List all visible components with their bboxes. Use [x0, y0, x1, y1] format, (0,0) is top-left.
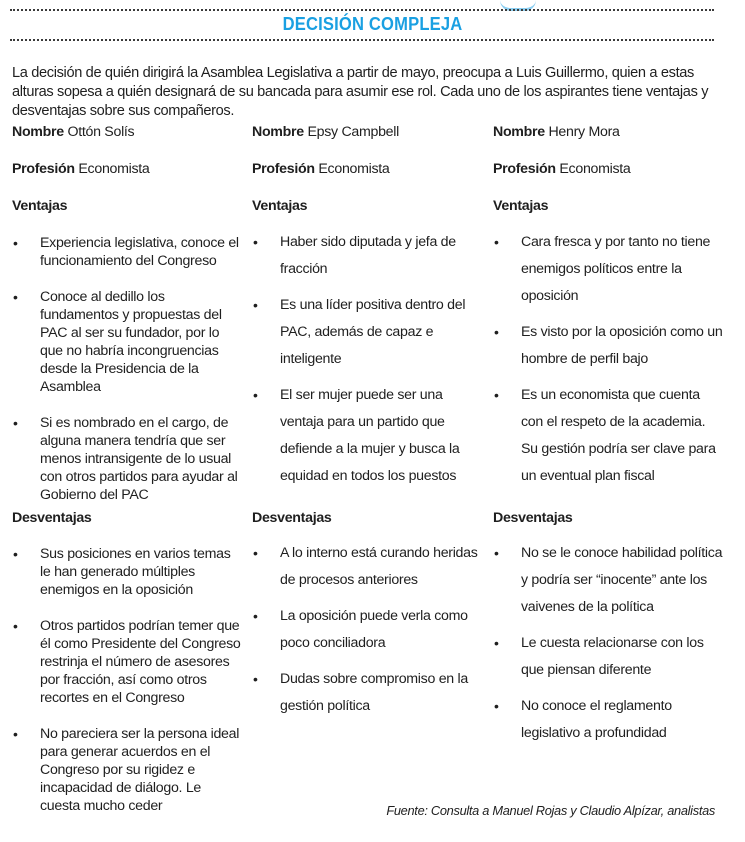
- bullet-icon: •: [253, 671, 258, 687]
- disadvantages-list: [493, 540, 725, 756]
- list-item-text: El ser mujer puede ser una ventaja para un partido que defiende a la mujer y busca la equidad en todos los puestos: [280, 387, 460, 484]
- list-item: [493, 693, 725, 747]
- bullet-icon: •: [253, 608, 258, 624]
- name-field: [252, 124, 399, 140]
- list-item: [493, 630, 725, 684]
- list-item-text: Le cuesta relacionarse con los que piensan diferente: [521, 635, 704, 678]
- profession-field: [252, 161, 390, 177]
- list-item: [493, 319, 725, 373]
- list-item: [12, 234, 244, 270]
- list-item-text: Es una líder positiva dentro del PAC, además de capaz e inteligente: [280, 297, 466, 367]
- list-item-text: Otros partidos podrían temer que él como Presidente del Congreso restrinja el número de asesores por fracción, así como otros recortes en el Congreso: [40, 618, 241, 706]
- bottom-dotted-rule: [10, 39, 714, 41]
- bullet-icon: •: [494, 387, 499, 403]
- bullet-icon: •: [253, 297, 258, 313]
- list-item-text: Conoce al dedillo los fundamentos y propuestas del PAC al ser su fundador, por lo que no habría incongruencias desde la Presidencia de la Asamblea: [40, 289, 222, 395]
- list-item-text: Sus posiciones en varios temas le han generado múltiples enemigos en la oposición: [40, 546, 231, 598]
- name-field: [12, 124, 134, 140]
- list-item: [12, 725, 244, 815]
- list-item: [493, 229, 725, 310]
- bullet-icon: •: [494, 698, 499, 714]
- name-field: [493, 124, 620, 140]
- bullet-icon: •: [13, 289, 18, 305]
- profession-field: [12, 161, 150, 177]
- bullet-icon: •: [494, 324, 499, 340]
- name-value: Henry Mora: [548, 124, 620, 140]
- profession-field: [493, 161, 631, 177]
- bullet-icon: •: [13, 618, 18, 634]
- disadvantages-list: [252, 540, 478, 729]
- bullet-icon: •: [253, 545, 258, 561]
- list-item: [12, 414, 244, 504]
- profession-label: Profesión: [493, 161, 556, 177]
- list-item-text: Dudas sobre compromiso en la gestión política: [280, 671, 468, 714]
- profession-value: Economista: [78, 161, 150, 177]
- profession-label: Profesión: [252, 161, 315, 177]
- source-note: Fuente: Consulta a Manuel Rojas y Claudio Alpízar, analistas: [386, 803, 715, 818]
- list-item-text: La oposición puede verla como poco conciliadora: [280, 608, 468, 651]
- list-item-text: Es un economista que cuenta con el respeto de la academia. Su gestión podría ser clave para un eventual plan fiscal: [521, 387, 716, 484]
- bullet-icon: •: [13, 235, 18, 251]
- disadvantages-heading: Desventajas: [252, 510, 332, 526]
- name-value: Epsy Campbell: [307, 124, 399, 140]
- advantages-heading: Ventajas: [12, 198, 68, 214]
- advantages-heading: Ventajas: [252, 198, 308, 214]
- bullet-icon: •: [253, 387, 258, 403]
- advantages-heading: Ventajas: [493, 198, 549, 214]
- bullet-icon: •: [494, 635, 499, 651]
- profession-value: Economista: [318, 161, 390, 177]
- list-item: [252, 540, 478, 594]
- name-label: Nombre: [493, 124, 545, 140]
- list-item-text: Haber sido diputada y jefa de fracción: [280, 234, 456, 277]
- list-item: [252, 229, 478, 283]
- bullet-icon: •: [494, 234, 499, 250]
- disadvantages-heading: Desventajas: [493, 510, 573, 526]
- list-item-text: Es visto por la oposición como un hombre de perfil bajo: [521, 324, 723, 367]
- advantages-list: [252, 229, 478, 499]
- list-item: [12, 545, 244, 599]
- name-value: Ottón Solís: [67, 124, 135, 140]
- list-item: [252, 292, 478, 373]
- list-item: [12, 617, 244, 707]
- bullet-icon: •: [13, 726, 18, 742]
- list-item: [493, 540, 725, 621]
- bullet-icon: •: [13, 415, 18, 431]
- advantages-list: [12, 234, 244, 522]
- list-item: [252, 603, 478, 657]
- list-item-text: Si es nombrado en el cargo, de alguna manera tendría que ser menos intransigente de lo usual con otros partidos para ayudar al Gobierno del PAC: [40, 415, 238, 503]
- bullet-icon: •: [13, 546, 18, 562]
- name-label: Nombre: [252, 124, 304, 140]
- page-title: DECISIÓN COMPLEJA: [282, 14, 463, 34]
- bullet-icon: •: [494, 545, 499, 561]
- bullet-icon: •: [253, 234, 258, 250]
- list-item-text: No conoce el reglamento legislativo a profundidad: [521, 698, 672, 741]
- list-item: [12, 288, 244, 396]
- profession-label: Profesión: [12, 161, 75, 177]
- intro-paragraph: La decisión de quién dirigirá la Asamblea Legislativa a partir de mayo, preocupa a Luis Guillermo, quien a estas alturas sopesa a quién designará de su bancada para asumir ese rol. Cada uno de los aspirantes tiene ventajas y desventajas sobre sus compañeros.: [12, 64, 709, 119]
- profession-value: Economista: [559, 161, 631, 177]
- list-item: [252, 666, 478, 720]
- top-dotted-rule: [10, 9, 714, 11]
- list-item-text: No pareciera ser la persona ideal para generar acuerdos en el Congreso por su rigidez e incapacidad de diálogo. Le cuesta mucho ceder: [40, 726, 240, 814]
- list-item-text: No se le conoce habilidad política y podría ser “inocente” ante los vaivenes de la política: [521, 545, 723, 615]
- name-label: Nombre: [12, 124, 64, 140]
- list-item: [493, 382, 725, 490]
- advantages-list: [493, 229, 725, 499]
- list-item-text: Experiencia legislativa, conoce el funcionamiento del Congreso: [40, 235, 239, 269]
- list-item-text: A lo interno está curando heridas de procesos anteriores: [280, 545, 478, 588]
- disadvantages-heading: Desventajas: [12, 510, 92, 526]
- list-item: [252, 382, 478, 490]
- list-item-text: Cara fresca y por tanto no tiene enemigos políticos entre la oposición: [521, 234, 711, 304]
- disadvantages-list: [12, 545, 244, 833]
